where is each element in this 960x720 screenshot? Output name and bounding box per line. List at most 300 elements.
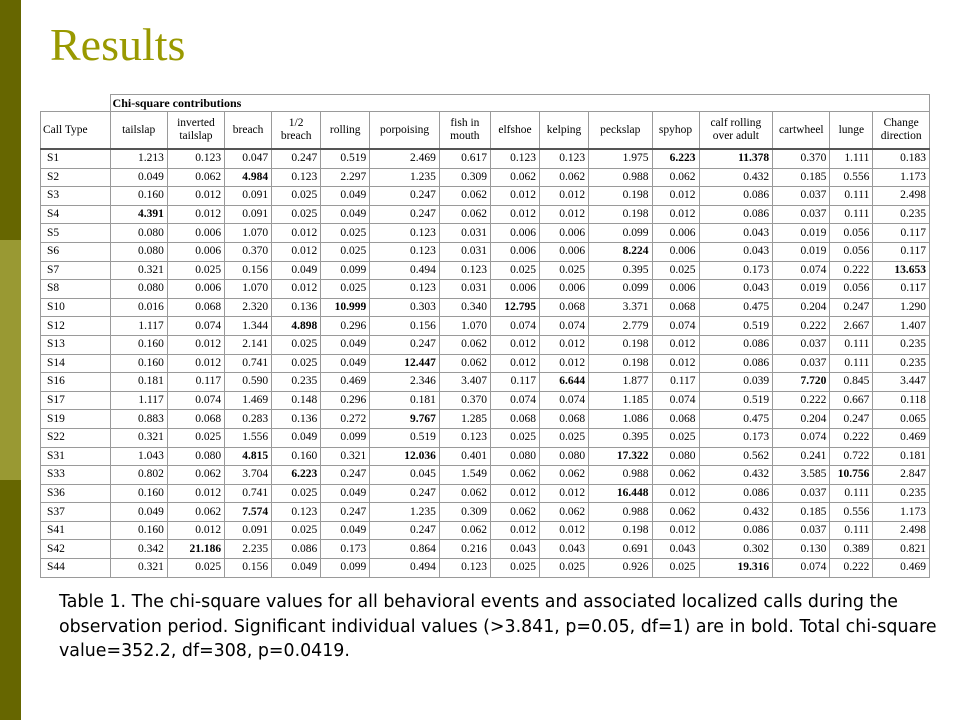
value-cell: 0.025: [272, 354, 321, 373]
value-cell: 0.247: [370, 187, 440, 206]
value-cell: 0.062: [540, 168, 589, 187]
value-cell: 0.043: [652, 540, 699, 559]
value-cell: 0.068: [652, 298, 699, 317]
value-cell: 0.204: [773, 298, 830, 317]
value-cell: 0.049: [110, 503, 167, 522]
value-cell: 0.247: [321, 503, 370, 522]
value-cell: 0.247: [830, 410, 873, 429]
value-cell: 0.123: [439, 559, 490, 578]
value-cell: 2.297: [321, 168, 370, 187]
value-cell: 0.016: [110, 298, 167, 317]
value-cell: 0.012: [167, 354, 224, 373]
value-cell: 6.223: [652, 149, 699, 168]
table-row: [41, 373, 930, 392]
value-cell: 0.037: [773, 354, 830, 373]
column-header-text: 1/2: [288, 117, 304, 129]
value-cell: 0.025: [540, 559, 589, 578]
call-type-cell: S37: [41, 503, 111, 522]
value-cell: 0.432: [699, 503, 773, 522]
value-cell: 6.644: [540, 373, 589, 392]
value-cell: 0.099: [321, 559, 370, 578]
group-header-title: Chi-square contributions: [110, 95, 929, 112]
value-cell: 2.847: [873, 466, 930, 485]
value-cell: 0.160: [110, 521, 167, 540]
value-cell: 0.025: [490, 559, 539, 578]
call-type-cell: S5: [41, 224, 111, 243]
value-cell: 0.025: [321, 280, 370, 299]
value-cell: 1.043: [110, 447, 167, 466]
value-cell: 0.181: [370, 391, 440, 410]
value-cell: 0.160: [110, 187, 167, 206]
value-cell: 0.049: [321, 187, 370, 206]
value-cell: 0.309: [439, 503, 490, 522]
value-cell: 0.198: [589, 205, 652, 224]
column-header-text: spyhop: [658, 123, 693, 136]
value-cell: 0.074: [167, 317, 224, 336]
value-cell: 0.019: [773, 280, 830, 299]
value-cell: 0.062: [652, 466, 699, 485]
value-cell: 0.370: [773, 149, 830, 168]
value-cell: 0.247: [272, 149, 321, 168]
value-cell: 0.247: [370, 484, 440, 503]
value-cell: 0.012: [652, 354, 699, 373]
value-cell: 0.235: [873, 205, 930, 224]
call-type-cell: S12: [41, 317, 111, 336]
value-cell: 0.068: [652, 410, 699, 429]
value-cell: 2.320: [225, 298, 272, 317]
column-header: [830, 112, 873, 150]
column-header: [439, 112, 490, 150]
column-header-text: over adult: [712, 130, 759, 142]
value-cell: 0.111: [830, 187, 873, 206]
value-cell: 0.156: [225, 261, 272, 280]
column-header: [773, 112, 830, 150]
value-cell: 0.025: [540, 261, 589, 280]
value-cell: 0.086: [699, 354, 773, 373]
table-body: [41, 149, 930, 577]
column-header-text: porpoising: [379, 123, 430, 136]
value-cell: 0.031: [439, 224, 490, 243]
value-cell: 0.062: [439, 335, 490, 354]
value-cell: 9.767: [370, 410, 440, 429]
value-cell: 7.574: [225, 503, 272, 522]
value-cell: 0.821: [873, 540, 930, 559]
value-cell: 0.012: [540, 187, 589, 206]
table-row: [41, 149, 930, 168]
value-cell: 0.025: [321, 224, 370, 243]
value-cell: 0.185: [773, 168, 830, 187]
value-cell: 0.086: [699, 484, 773, 503]
value-cell: 0.025: [272, 484, 321, 503]
value-cell: 0.049: [321, 354, 370, 373]
value-cell: 0.173: [699, 261, 773, 280]
value-cell: 0.012: [490, 354, 539, 373]
value-cell: 0.025: [321, 242, 370, 261]
value-cell: 0.123: [490, 149, 539, 168]
value-cell: 16.448: [589, 484, 652, 503]
slide-title: Results: [50, 19, 186, 70]
value-cell: 12.036: [370, 447, 440, 466]
value-cell: 0.173: [321, 540, 370, 559]
value-cell: 0.181: [110, 373, 167, 392]
column-header: [272, 112, 321, 150]
call-type-cell: S31: [41, 447, 111, 466]
value-cell: 0.025: [167, 261, 224, 280]
column-header-text: fish in: [450, 117, 480, 129]
table-row: [41, 466, 930, 485]
value-cell: 0.012: [652, 187, 699, 206]
value-cell: 0.025: [272, 187, 321, 206]
value-cell: 0.117: [490, 373, 539, 392]
value-cell: 1.117: [110, 391, 167, 410]
value-cell: 2.235: [225, 540, 272, 559]
value-cell: 0.111: [830, 484, 873, 503]
value-cell: 0.802: [110, 466, 167, 485]
value-cell: 0.068: [167, 410, 224, 429]
value-cell: 0.086: [699, 205, 773, 224]
value-cell: 0.025: [490, 261, 539, 280]
value-cell: 1.070: [225, 280, 272, 299]
value-cell: 3.371: [589, 298, 652, 317]
column-header: [41, 112, 111, 150]
value-cell: 1.975: [589, 149, 652, 168]
value-cell: 6.223: [272, 466, 321, 485]
value-cell: 0.469: [873, 559, 930, 578]
value-cell: 0.988: [589, 503, 652, 522]
value-cell: 0.519: [370, 428, 440, 447]
value-cell: 1.173: [873, 503, 930, 522]
value-cell: 0.222: [830, 428, 873, 447]
value-cell: 0.025: [652, 559, 699, 578]
value-cell: 0.012: [272, 224, 321, 243]
value-cell: 0.117: [873, 280, 930, 299]
value-cell: 0.321: [110, 559, 167, 578]
value-cell: 0.012: [652, 205, 699, 224]
column-header-text: kelping: [546, 123, 582, 136]
value-cell: 7.720: [773, 373, 830, 392]
value-cell: 1.407: [873, 317, 930, 336]
value-cell: 0.025: [652, 428, 699, 447]
value-cell: 0.845: [830, 373, 873, 392]
call-type-cell: S14: [41, 354, 111, 373]
value-cell: 0.235: [272, 373, 321, 392]
value-cell: 0.012: [540, 205, 589, 224]
table-row: [41, 205, 930, 224]
value-cell: 0.080: [110, 280, 167, 299]
value-cell: 0.988: [589, 168, 652, 187]
column-header-text: direction: [880, 130, 922, 142]
value-cell: 0.080: [110, 224, 167, 243]
value-cell: 0.198: [589, 354, 652, 373]
value-cell: 0.099: [589, 224, 652, 243]
value-cell: 0.080: [652, 447, 699, 466]
table-row: [41, 428, 930, 447]
value-cell: 3.704: [225, 466, 272, 485]
sidebar-accent-top: [0, 0, 21, 240]
value-cell: 11.378: [699, 149, 773, 168]
value-cell: 0.056: [830, 224, 873, 243]
value-cell: 0.080: [167, 447, 224, 466]
column-header: [589, 112, 652, 150]
value-cell: 0.062: [540, 466, 589, 485]
value-cell: 0.148: [272, 391, 321, 410]
value-cell: 0.012: [652, 484, 699, 503]
call-type-cell: S2: [41, 168, 111, 187]
value-cell: 0.118: [873, 391, 930, 410]
column-header-text: cartwheel: [778, 123, 824, 136]
value-cell: 0.241: [773, 447, 830, 466]
value-cell: 0.080: [490, 447, 539, 466]
value-cell: 0.475: [699, 410, 773, 429]
chi-square-table-container: [40, 94, 930, 578]
table-row: [41, 317, 930, 336]
value-cell: 0.068: [167, 298, 224, 317]
value-cell: 0.012: [167, 187, 224, 206]
column-header: [490, 112, 539, 150]
value-cell: 0.012: [540, 335, 589, 354]
value-cell: 0.062: [439, 205, 490, 224]
column-header: [321, 112, 370, 150]
table-row: [41, 484, 930, 503]
call-type-cell: S42: [41, 540, 111, 559]
table-row: [41, 335, 930, 354]
value-cell: 0.039: [699, 373, 773, 392]
column-header: [699, 112, 773, 150]
value-cell: 1.213: [110, 149, 167, 168]
value-cell: 0.025: [272, 205, 321, 224]
value-cell: 0.047: [225, 149, 272, 168]
value-cell: 0.156: [225, 559, 272, 578]
value-cell: 0.519: [699, 317, 773, 336]
value-cell: 0.068: [490, 410, 539, 429]
value-cell: 0.123: [370, 242, 440, 261]
value-cell: 0.012: [167, 484, 224, 503]
value-cell: 13.653: [873, 261, 930, 280]
value-cell: 0.086: [699, 335, 773, 354]
value-cell: 4.391: [110, 205, 167, 224]
table-row: [41, 187, 930, 206]
value-cell: 0.117: [873, 224, 930, 243]
value-cell: 0.222: [830, 559, 873, 578]
value-cell: 4.815: [225, 447, 272, 466]
value-cell: 0.222: [830, 261, 873, 280]
table-row: [41, 391, 930, 410]
value-cell: 0.222: [773, 391, 830, 410]
value-cell: 0.469: [321, 373, 370, 392]
value-cell: 0.006: [167, 242, 224, 261]
value-cell: 0.247: [370, 335, 440, 354]
value-cell: 0.037: [773, 484, 830, 503]
value-cell: 0.590: [225, 373, 272, 392]
value-cell: 0.667: [830, 391, 873, 410]
value-cell: 0.037: [773, 187, 830, 206]
value-cell: 0.181: [873, 447, 930, 466]
value-cell: 0.062: [167, 168, 224, 187]
value-cell: 0.012: [540, 354, 589, 373]
value-cell: 0.401: [439, 447, 490, 466]
value-cell: 0.012: [540, 521, 589, 540]
value-cell: 0.156: [370, 317, 440, 336]
value-cell: 0.012: [167, 335, 224, 354]
value-cell: 1.344: [225, 317, 272, 336]
value-cell: 0.049: [321, 521, 370, 540]
value-cell: 0.062: [439, 187, 490, 206]
column-header-text: mouth: [450, 130, 480, 142]
call-type-cell: S16: [41, 373, 111, 392]
value-cell: 0.062: [540, 503, 589, 522]
value-cell: 0.049: [321, 205, 370, 224]
value-cell: 0.136: [272, 410, 321, 429]
value-cell: 0.160: [272, 447, 321, 466]
value-cell: 0.370: [225, 242, 272, 261]
value-cell: 1.556: [225, 428, 272, 447]
column-header: [167, 112, 224, 150]
value-cell: 0.342: [110, 540, 167, 559]
value-cell: 0.012: [490, 484, 539, 503]
value-cell: 0.321: [110, 428, 167, 447]
value-cell: 0.204: [773, 410, 830, 429]
value-cell: 0.183: [873, 149, 930, 168]
value-cell: 0.012: [167, 521, 224, 540]
value-cell: 0.321: [321, 447, 370, 466]
value-cell: 1.235: [370, 503, 440, 522]
value-cell: 0.012: [490, 187, 539, 206]
value-cell: 0.123: [439, 428, 490, 447]
value-cell: 0.006: [490, 242, 539, 261]
call-type-cell: S1: [41, 149, 111, 168]
column-header-text: lunge: [838, 123, 865, 136]
value-cell: 0.111: [830, 205, 873, 224]
value-cell: 3.585: [773, 466, 830, 485]
value-cell: 0.025: [167, 428, 224, 447]
value-cell: 0.432: [699, 466, 773, 485]
value-cell: 0.556: [830, 503, 873, 522]
value-cell: 0.185: [773, 503, 830, 522]
value-cell: 0.303: [370, 298, 440, 317]
column-header: [370, 112, 440, 150]
value-cell: 0.006: [652, 280, 699, 299]
value-cell: 0.074: [540, 317, 589, 336]
call-type-cell: S36: [41, 484, 111, 503]
value-cell: 0.006: [490, 224, 539, 243]
call-type-cell: S22: [41, 428, 111, 447]
value-cell: 0.012: [167, 205, 224, 224]
value-cell: 0.080: [110, 242, 167, 261]
value-cell: 0.086: [699, 521, 773, 540]
value-cell: 0.321: [110, 261, 167, 280]
value-cell: 1.235: [370, 168, 440, 187]
value-cell: 21.186: [167, 540, 224, 559]
column-header: [225, 112, 272, 150]
group-header-spacer: [41, 95, 111, 112]
value-cell: 0.049: [321, 484, 370, 503]
value-cell: 19.316: [699, 559, 773, 578]
value-cell: 1.173: [873, 168, 930, 187]
value-cell: 0.006: [167, 224, 224, 243]
value-cell: 0.012: [490, 205, 539, 224]
table-row: [41, 261, 930, 280]
value-cell: 0.062: [490, 168, 539, 187]
value-cell: 0.926: [589, 559, 652, 578]
chi-square-table: [40, 94, 930, 578]
value-cell: 3.447: [873, 373, 930, 392]
value-cell: 0.062: [652, 168, 699, 187]
value-cell: 0.049: [272, 428, 321, 447]
value-cell: 0.691: [589, 540, 652, 559]
value-cell: 0.025: [272, 335, 321, 354]
value-cell: 0.160: [110, 354, 167, 373]
value-cell: 1.070: [439, 317, 490, 336]
value-cell: 0.074: [490, 317, 539, 336]
table-row: [41, 559, 930, 578]
value-cell: 2.498: [873, 187, 930, 206]
value-cell: 1.285: [439, 410, 490, 429]
value-cell: 0.062: [652, 503, 699, 522]
call-type-cell: S19: [41, 410, 111, 429]
value-cell: 0.074: [490, 391, 539, 410]
value-cell: 0.068: [540, 298, 589, 317]
value-cell: 0.091: [225, 187, 272, 206]
value-cell: 0.025: [540, 428, 589, 447]
table-row: [41, 447, 930, 466]
value-cell: 0.130: [773, 540, 830, 559]
value-cell: 0.099: [321, 428, 370, 447]
table-row: [41, 521, 930, 540]
call-type-cell: S44: [41, 559, 111, 578]
value-cell: 0.617: [439, 149, 490, 168]
table-header-row: [41, 112, 930, 150]
value-cell: 0.006: [540, 224, 589, 243]
value-cell: 0.556: [830, 168, 873, 187]
value-cell: 0.389: [830, 540, 873, 559]
value-cell: 0.012: [272, 280, 321, 299]
value-cell: 2.779: [589, 317, 652, 336]
value-cell: 12.795: [490, 298, 539, 317]
value-cell: 10.756: [830, 466, 873, 485]
value-cell: 0.198: [589, 187, 652, 206]
value-cell: 0.864: [370, 540, 440, 559]
table-row: [41, 410, 930, 429]
value-cell: 0.074: [773, 261, 830, 280]
value-cell: 2.469: [370, 149, 440, 168]
value-cell: 0.117: [873, 242, 930, 261]
value-cell: 0.062: [167, 466, 224, 485]
value-cell: 0.247: [370, 205, 440, 224]
value-cell: 1.111: [830, 149, 873, 168]
table-row: [41, 503, 930, 522]
value-cell: 0.099: [589, 280, 652, 299]
value-cell: 0.370: [439, 391, 490, 410]
value-cell: 0.123: [540, 149, 589, 168]
value-cell: 0.068: [540, 410, 589, 429]
call-type-cell: S7: [41, 261, 111, 280]
value-cell: 17.322: [589, 447, 652, 466]
value-cell: 0.562: [699, 447, 773, 466]
call-type-cell: S6: [41, 242, 111, 261]
value-cell: 0.006: [540, 280, 589, 299]
value-cell: 0.025: [167, 559, 224, 578]
value-cell: 0.173: [699, 428, 773, 447]
value-cell: 0.049: [110, 168, 167, 187]
value-cell: 0.247: [370, 521, 440, 540]
value-cell: 0.519: [321, 149, 370, 168]
table-caption: Table 1. The chi-square values for all behavioral events and associated localized calls during the observation period. Significant individual values (>3.841, p=0.05, df=1) are in bold. Total chi-square value=352.2, df=308, p=0.0419.: [59, 592, 937, 661]
call-type-cell: S41: [41, 521, 111, 540]
value-cell: 0.006: [490, 280, 539, 299]
value-cell: 0.049: [321, 335, 370, 354]
value-cell: 0.235: [873, 484, 930, 503]
value-cell: 0.056: [830, 242, 873, 261]
